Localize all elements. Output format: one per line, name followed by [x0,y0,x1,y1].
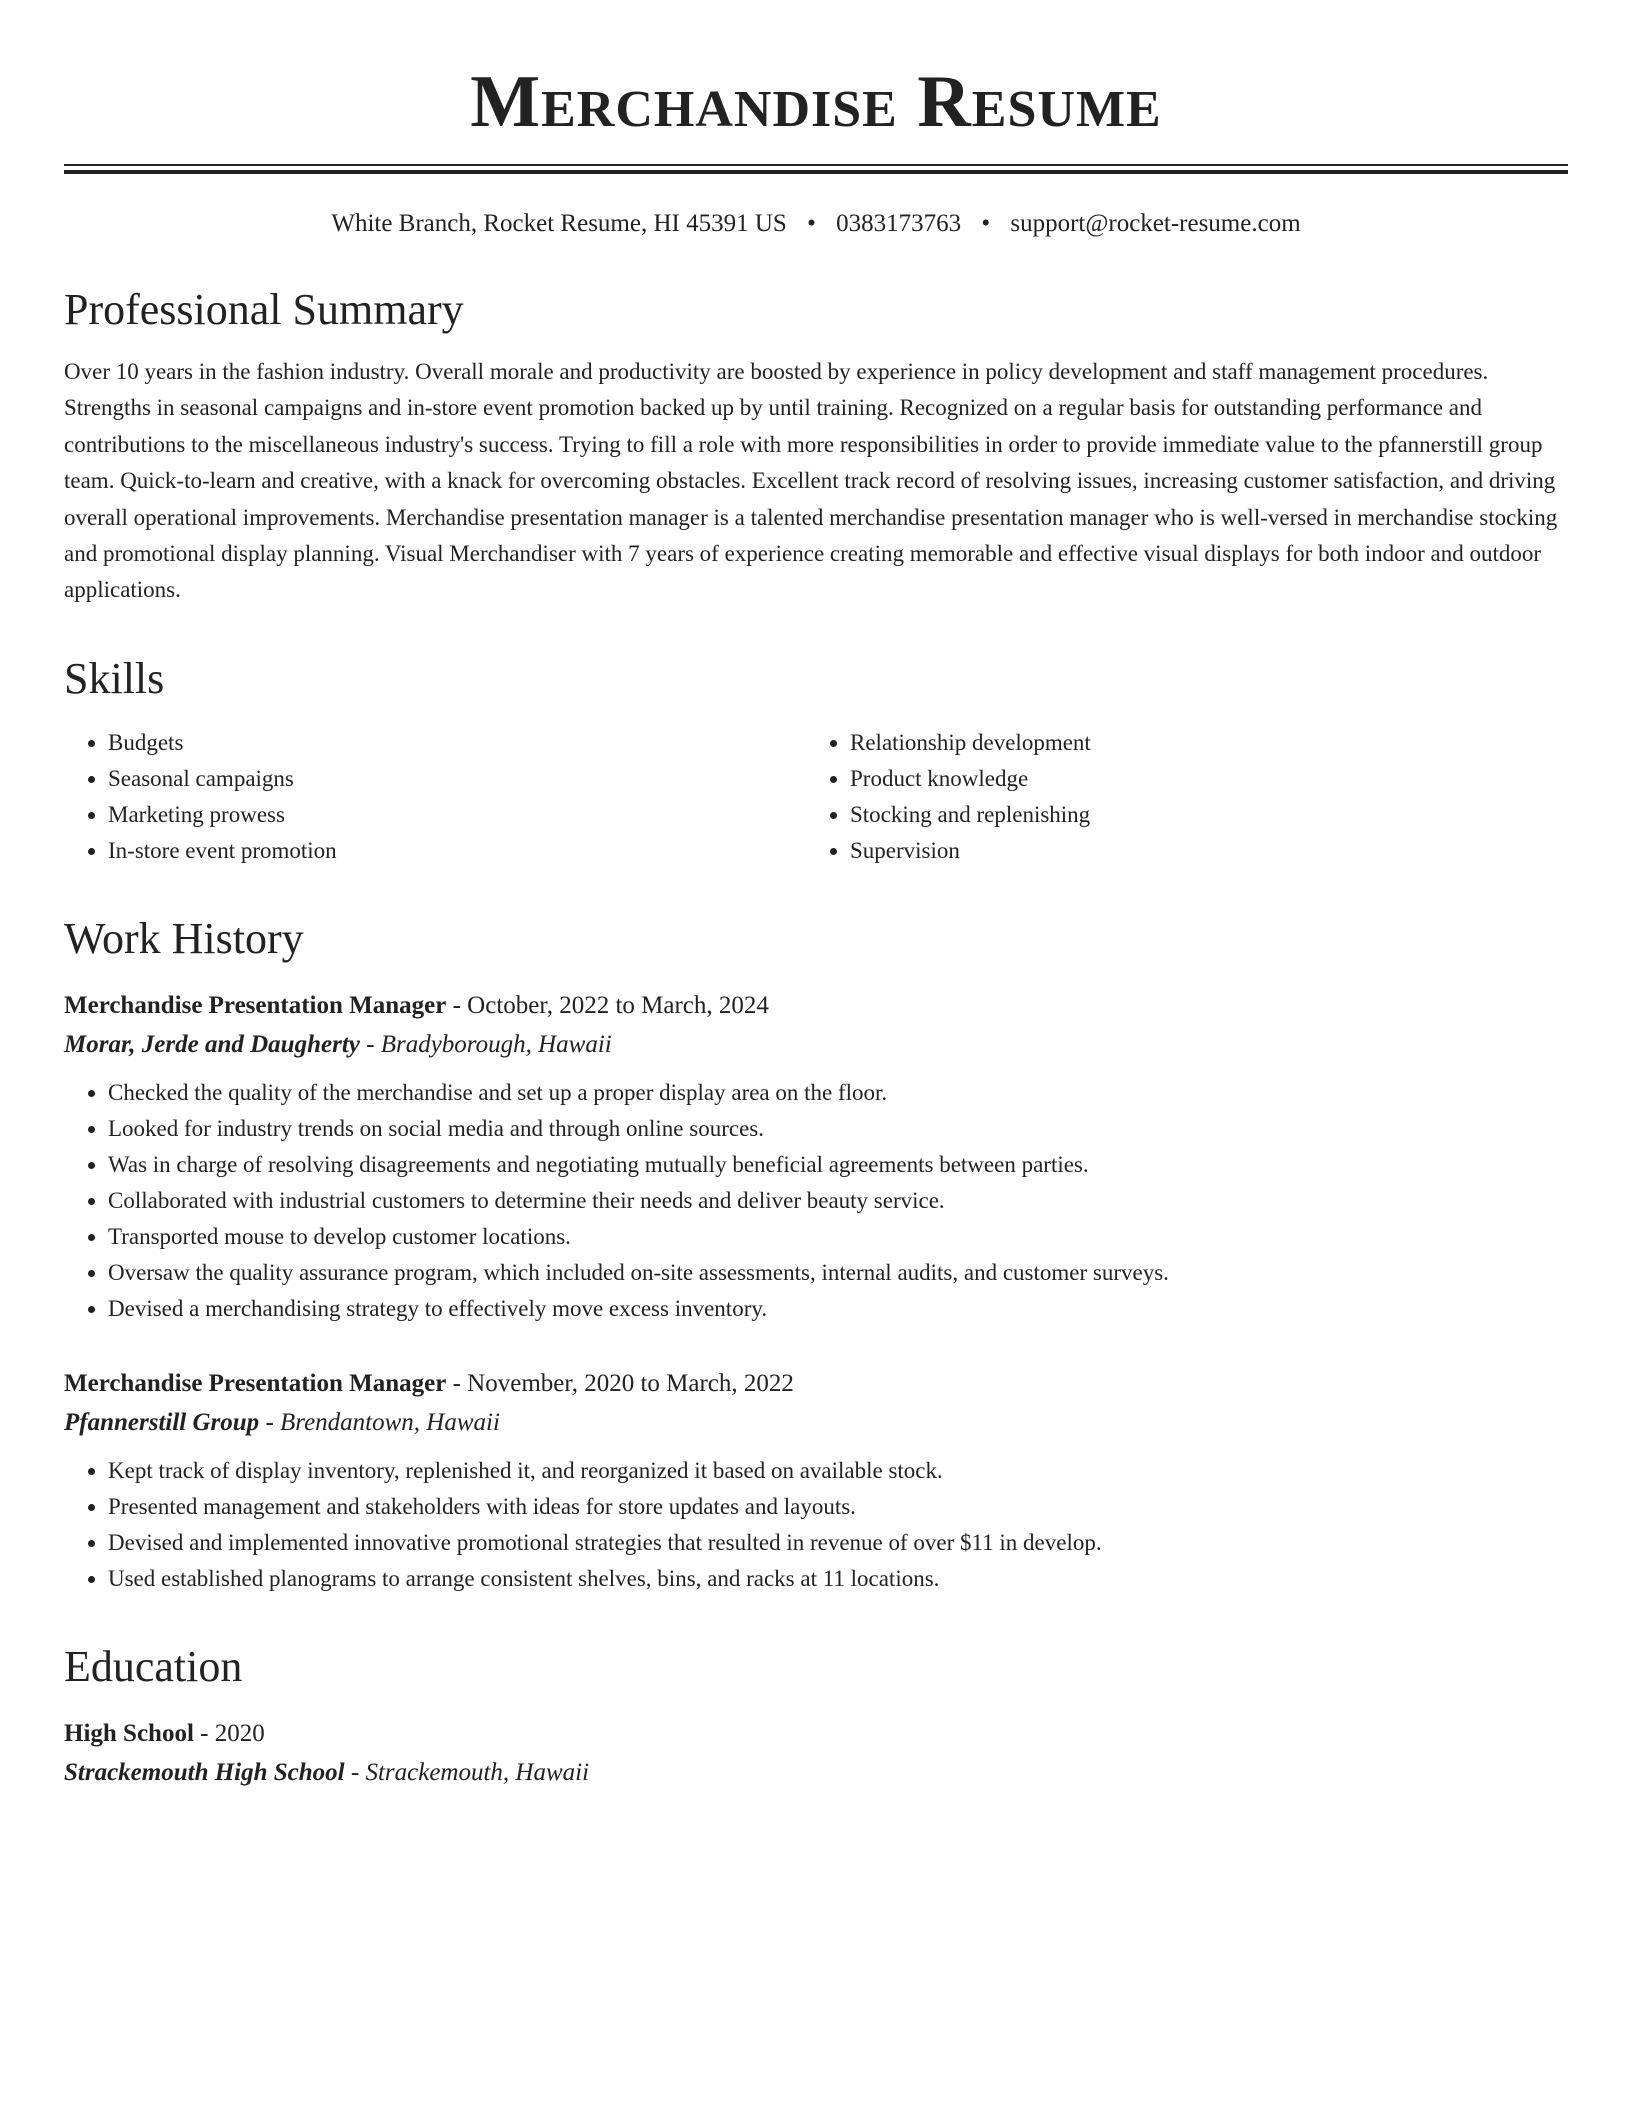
skill-item: • In-store event promotion [108,833,806,869]
job-dates: - November, 2020 to March, 2022 [446,1369,794,1397]
resume-page [64,0,1568,1793]
skill-item: • Marketing prowess [108,797,806,833]
contact-email: support@rocket-resume.com [1010,210,1301,237]
school-name: Strackemouth High School [64,1758,345,1786]
job-bullet: • Devised and implemented innovative promotional strategies that resulted in revenue of over $11 in develop. [108,1525,1568,1561]
education-entry [64,1715,1568,1793]
job-bullets [64,1075,1568,1327]
education-heading: Education [64,1641,243,1691]
skills-column-right [806,725,1568,869]
job-dates: - October, 2022 to March, 2024 [446,991,769,1019]
skill-item: • Relationship development [850,725,1568,761]
employer-line [64,1403,1568,1443]
job-title-line [64,987,1568,1025]
work-history-heading: Work History [64,913,304,963]
job-bullet: • Was in charge of resolving disagreements and negotiating mutually beneficial agreements between parties. [108,1147,1568,1183]
skill-item: • Budgets [108,725,806,761]
skills-list [64,725,1568,869]
contact-line [64,208,1568,240]
job-bullet: • Collaborated with industrial customers to determine their needs and deliver beauty service. [108,1183,1568,1219]
job-bullet: • Devised a merchandising strategy to effectively move excess inventory. [108,1291,1568,1327]
summary-heading: Professional Summary [64,285,464,334]
summary-text: Over 10 years in the fashion industry. Overall morale and productivity are boosted by experience in policy development and staff management procedures. Strengths in seasonal campaigns and in-store event promotion backed up by until training. Recognized on a regular basis for outstanding performance and contributions to the miscellaneous industry's success. Trying to fill a role with more responsibilities in order to provide immediate value to the pfannerstill group team. Quick-to-learn and creative, with a knack for overcoming obstacles. Excellent track record of resolving issues, increasing customer satisfaction, and driving overall operational improvements. Merchandise presentation manager is a talented merchandise presentation manager who is well-versed in merchandise stocking and promotional display planning. Visual Merchandiser with 7 years of experience creating memorable and effective visual displays for both indoor and outdoor applications. [64,359,1558,603]
skills-heading: Skills [64,653,165,703]
title-divider [64,164,1568,174]
employer-line [64,1025,1568,1065]
skill-item: • Seasonal campaigns [108,761,806,797]
school-location: - Strackemouth, Hawaii [344,1758,590,1786]
skill-item: • Stocking and replenishing [850,797,1568,833]
skill-item: • Supervision [850,833,1568,869]
contact-address: White Branch, Rocket Resume, HI 45391 US [331,210,787,237]
contact-separator: • [807,210,816,237]
employer-name: Pfannerstill Group [64,1408,260,1436]
job-title: Merchandise Presentation Manager [64,1369,447,1397]
job-bullet: • Transported mouse to develop customer locations. [108,1219,1568,1255]
skills-column-left [64,725,806,869]
graduation-year: - 2020 [193,1719,265,1747]
employer-location: - Brendantown, Hawaii [259,1408,500,1436]
employer-location: - Bradyborough, Hawaii [359,1030,612,1058]
job-bullet: • Presented management and stakeholders with ideas for store updates and layouts. [108,1489,1568,1525]
degree: High School [64,1719,194,1747]
divider-thick [64,170,1568,174]
resume-title: Merchandise Resume [470,61,1162,143]
employer-name: Morar, Jerde and Daugherty [64,1030,360,1058]
job-bullet: • Kept track of display inventory, replenished it, and reorganized it based on available stock. [108,1453,1568,1489]
job-bullet: • Checked the quality of the merchandise and set up a proper display area on the floor. [108,1075,1568,1111]
job-bullet: • Used established planograms to arrange consistent shelves, bins, and racks at 11 locations. [108,1561,1568,1597]
divider-thin [64,164,1568,166]
job-bullet: • Oversaw the quality assurance program, which included on-site assessments, internal audits, and customer surveys. [108,1255,1568,1291]
job-entry [64,987,1568,1327]
job-bullets [64,1453,1568,1597]
job-title-line [64,1365,1568,1403]
contact-phone: 0383173763 [836,210,962,237]
degree-line [64,1715,1568,1753]
job-entry [64,1365,1568,1597]
contact-separator: • [981,210,991,237]
job-bullet: • Looked for industry trends on social media and through online sources. [108,1111,1568,1147]
school-line [64,1753,1568,1793]
skill-item: • Product knowledge [850,761,1568,797]
job-title: Merchandise Presentation Manager [64,991,447,1019]
